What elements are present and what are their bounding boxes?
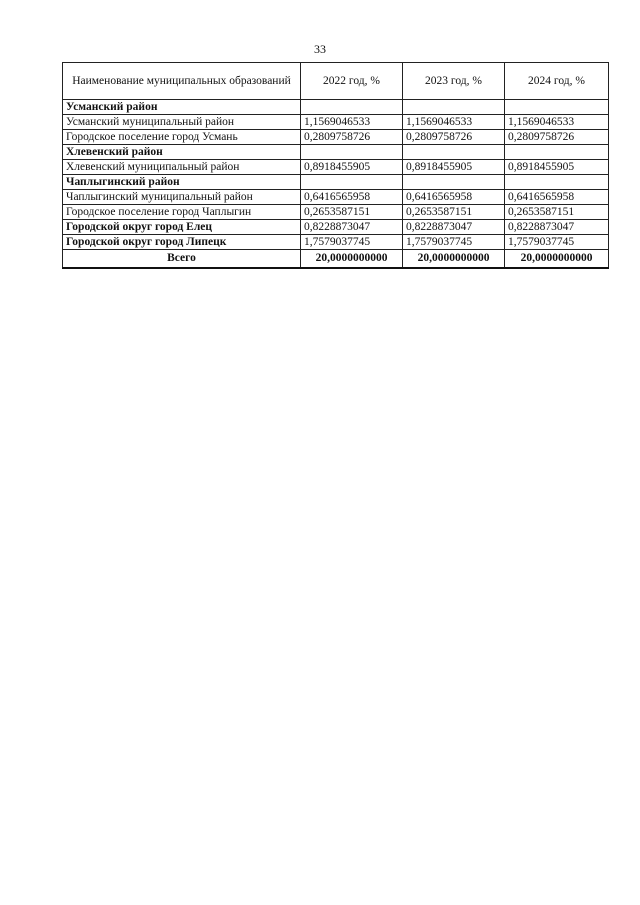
row-value-2022: 1,1569046533	[301, 115, 403, 130]
row-name: Усманский район	[63, 100, 301, 115]
row-name: Хлевенский район	[63, 145, 301, 160]
table-row	[63, 190, 609, 205]
table-row-district	[63, 220, 609, 235]
row-value-2024: 0,8228873047	[505, 220, 609, 235]
table-row-total	[63, 250, 609, 269]
total-label: Всего	[63, 250, 301, 269]
row-value-2023	[403, 175, 505, 190]
table-header-row	[63, 63, 609, 100]
row-value-2023: 1,7579037745	[403, 235, 505, 250]
row-name: Городское поселение город Чаплыгин	[63, 205, 301, 220]
row-value-2024	[505, 145, 609, 160]
row-value-2024	[505, 175, 609, 190]
header-year-2023: 2023 год, %	[403, 63, 505, 100]
row-value-2022: 0,8918455905	[301, 160, 403, 175]
row-value-2023: 0,8228873047	[403, 220, 505, 235]
row-name: Городской округ город Елец	[63, 220, 301, 235]
row-name: Чаплыгинский район	[63, 175, 301, 190]
allocation-table	[62, 62, 609, 269]
row-value-2022	[301, 175, 403, 190]
row-value-2023: 0,2653587151	[403, 205, 505, 220]
row-value-2022: 0,6416565958	[301, 190, 403, 205]
row-value-2024: 1,7579037745	[505, 235, 609, 250]
row-value-2022	[301, 145, 403, 160]
total-value-2023: 20,0000000000	[403, 250, 505, 269]
table-row	[63, 130, 609, 145]
table-row-group	[63, 175, 609, 190]
row-value-2022	[301, 100, 403, 115]
row-value-2024: 1,1569046533	[505, 115, 609, 130]
row-name: Чаплыгинский муниципальный район	[63, 190, 301, 205]
page-number: 33	[314, 42, 326, 56]
row-value-2022: 0,8228873047	[301, 220, 403, 235]
row-value-2023	[403, 145, 505, 160]
header-year-2024: 2024 год, %	[505, 63, 609, 100]
row-value-2024: 0,2809758726	[505, 130, 609, 145]
table-row-district	[63, 235, 609, 250]
header-year-2022: 2022 год, %	[301, 63, 403, 100]
row-value-2024	[505, 100, 609, 115]
table-row-group	[63, 145, 609, 160]
row-name: Городской округ город Липецк	[63, 235, 301, 250]
total-value-2022: 20,0000000000	[301, 250, 403, 269]
table-row	[63, 205, 609, 220]
row-value-2023: 1,1569046533	[403, 115, 505, 130]
row-name: Хлевенский муниципальный район	[63, 160, 301, 175]
table-row	[63, 160, 609, 175]
row-value-2024: 0,8918455905	[505, 160, 609, 175]
row-value-2023: 0,8918455905	[403, 160, 505, 175]
row-value-2022: 1,7579037745	[301, 235, 403, 250]
row-value-2022: 0,2809758726	[301, 130, 403, 145]
row-value-2023	[403, 100, 505, 115]
row-value-2023: 0,2809758726	[403, 130, 505, 145]
row-name: Городское поселение город Усмань	[63, 130, 301, 145]
table-row-group	[63, 100, 609, 115]
header-municipality: Наименование муниципальных образований	[63, 63, 301, 100]
row-value-2023: 0,6416565958	[403, 190, 505, 205]
row-name: Усманский муниципальный район	[63, 115, 301, 130]
row-value-2024: 0,2653587151	[505, 205, 609, 220]
total-value-2024: 20,0000000000	[505, 250, 609, 269]
row-value-2024: 0,6416565958	[505, 190, 609, 205]
row-value-2022: 0,2653587151	[301, 205, 403, 220]
table-row	[63, 115, 609, 130]
